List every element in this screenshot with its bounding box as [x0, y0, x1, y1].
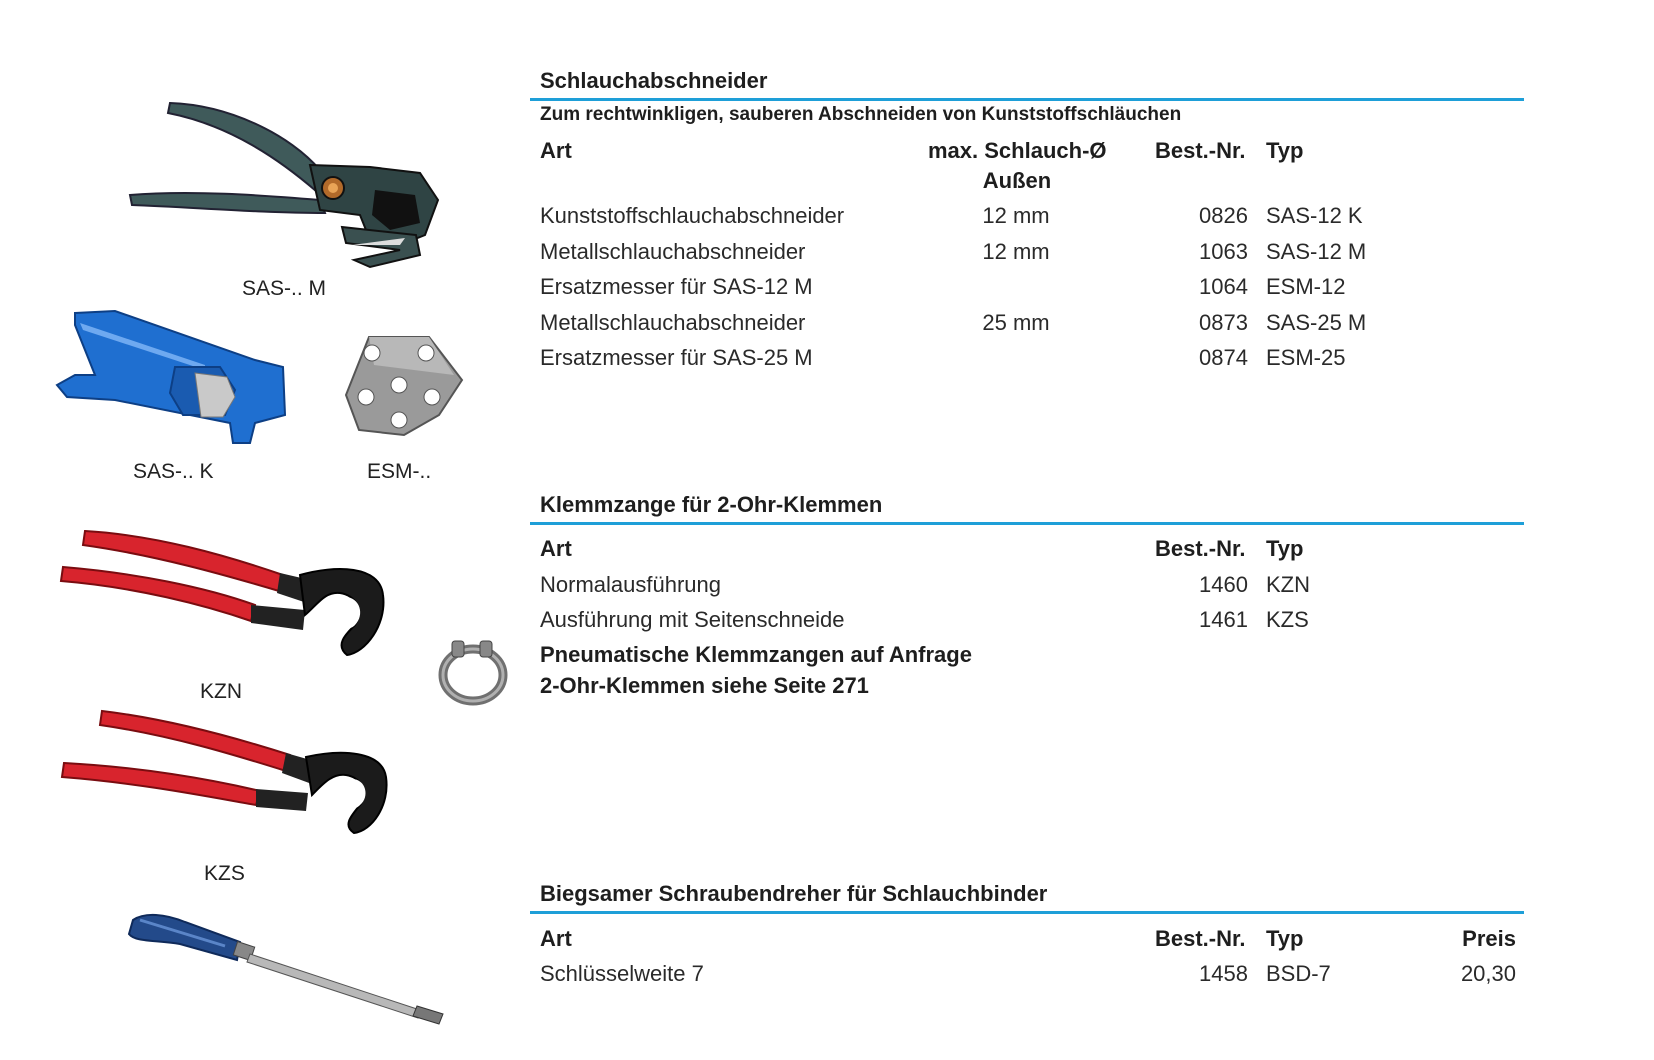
s1-row-nr: 0873: [1199, 310, 1248, 335]
s3-row-preis: 20,30: [1460, 961, 1516, 986]
section1-title: Schlauchabschneider: [540, 68, 768, 93]
s3-header-typ: Typ: [1266, 926, 1304, 951]
s2-row-art: Normalausführung: [540, 572, 721, 597]
s1-row-typ: SAS-12 K: [1266, 203, 1363, 228]
s1-row-nr: 1063: [1199, 239, 1248, 264]
s2-row-nr: 1461: [1199, 607, 1248, 632]
screwdriver-image: [125, 910, 450, 1025]
section2-divider: [530, 522, 1524, 525]
s1-row-art: Kunststoffschlauchabschneider: [540, 203, 845, 228]
ear-clamp-image: [438, 637, 508, 707]
esm-blade-image: [344, 335, 464, 440]
s2-note-pneumatic: Pneumatische Klemmzangen auf Anfrage: [540, 642, 972, 667]
section2-title: Klemmzange für 2-Ohr-Klemmen: [540, 492, 883, 517]
section3-title: Biegsamer Schraubendreher für Schlauchbinder: [540, 881, 1048, 906]
s3-header-preis: Preis: [1462, 926, 1516, 951]
s3-row-typ: BSD-7: [1266, 961, 1331, 986]
s1-row-nr: 0826: [1199, 203, 1248, 228]
section1-subtitle: Zum rechtwinkligen, sauberen Abschneiden von Kunststoffschläuchen: [540, 104, 1182, 125]
s1-row-typ: SAS-12 M: [1266, 239, 1367, 264]
s1-header-dia: max. Schlauch-Ø: [928, 138, 1107, 163]
s1-row-art: Ersatzmesser für SAS-12 M: [540, 274, 813, 299]
s2-row-typ: KZN: [1266, 572, 1310, 597]
caption-sas-k: SAS-.. K: [133, 460, 214, 483]
s1-row-typ: ESM-12: [1266, 274, 1346, 299]
section3-divider: [530, 911, 1524, 914]
s1-row-art: Metallschlauchabschneider: [540, 239, 806, 264]
s2-note-page-ref: 2-Ohr-Klemmen siehe Seite 271: [540, 673, 869, 698]
s1-header-typ: Typ: [1266, 138, 1304, 163]
sas-m-cutter-image: [120, 95, 450, 275]
kzs-pincers-image: [60, 705, 390, 850]
s1-row-dia: 12 mm: [982, 203, 1050, 228]
s3-header-art: Art: [540, 926, 572, 951]
sas-k-cutter-image: [55, 305, 290, 445]
s3-header-nr: Best.-Nr.: [1155, 926, 1246, 951]
s2-row-typ: KZS: [1266, 607, 1309, 632]
caption-kzs: KZS: [204, 862, 245, 885]
caption-sas-m: SAS-.. M: [242, 277, 327, 300]
s1-row-typ: ESM-25: [1266, 345, 1346, 370]
s1-row-art: Metallschlauchabschneider: [540, 310, 806, 335]
s3-row-nr: 1458: [1199, 961, 1248, 986]
s2-header-nr: Best.-Nr.: [1155, 536, 1246, 561]
s1-header-art: Art: [540, 138, 572, 163]
s1-row-dia: 12 mm: [982, 239, 1050, 264]
s1-row-nr: 1064: [1199, 274, 1248, 299]
caption-kzn: KZN: [200, 680, 242, 703]
s1-header-nr: Best.-Nr.: [1155, 138, 1246, 163]
s2-row-nr: 1460: [1199, 572, 1248, 597]
s1-row-dia: 25 mm: [982, 310, 1050, 335]
s1-row-art: Ersatzmesser für SAS-25 M: [540, 345, 813, 370]
caption-esm: ESM-..: [367, 460, 432, 483]
s1-header-dia-2: Außen: [982, 168, 1052, 193]
s1-row-typ: SAS-25 M: [1266, 310, 1367, 335]
kzn-pincers-image: [55, 525, 385, 670]
s1-row-nr: 0874: [1199, 345, 1248, 370]
section1-divider: [530, 98, 1524, 101]
s2-row-art: Ausführung mit Seitenschneide: [540, 607, 845, 632]
s2-header-art: Art: [540, 536, 572, 561]
s2-header-typ: Typ: [1266, 536, 1304, 561]
s3-row-art: Schlüsselweite 7: [540, 961, 704, 986]
